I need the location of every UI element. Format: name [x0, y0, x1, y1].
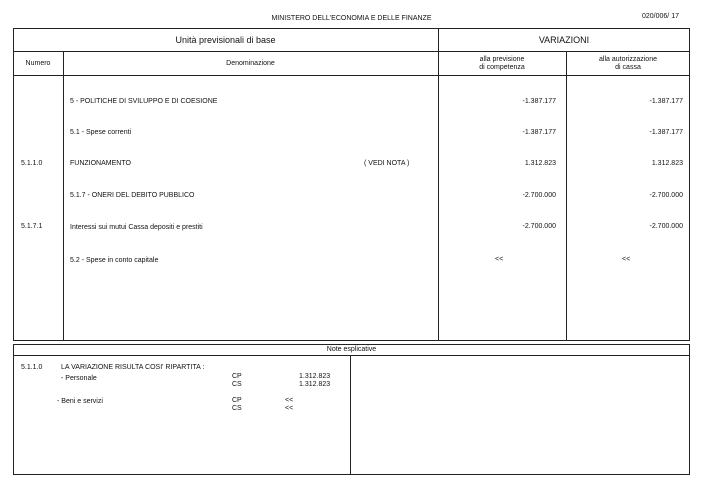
row-denominazione: Interessi sui mutui Cassa depositi e prestiti	[70, 224, 203, 231]
variations-title: VARIAZIONI	[538, 35, 590, 45]
note-cs-value: <<	[285, 405, 294, 412]
notes-title: Note esplicative	[326, 346, 377, 353]
column-header-cassa-line1: alla autorizzazione	[599, 56, 657, 63]
row-competenza: -2.700.000	[522, 192, 556, 199]
row-denominazione: FUNZIONAMENTO	[70, 160, 131, 167]
page-reference: 020/006/ 17	[642, 13, 679, 20]
row-competenza: <<	[495, 256, 504, 263]
note-cp-value: <<	[285, 397, 294, 404]
row-numero: 5.1.7.1	[21, 223, 43, 230]
column-header-denominazione: Denominazione	[226, 60, 275, 67]
row-cassa: -2.700.000	[649, 223, 683, 230]
note-heading: LA VARIAZIONE RISULTA COSI' RIPARTITA :	[61, 364, 205, 371]
row-cassa: -2.700.000	[649, 192, 683, 199]
column-header-numero: Numero	[25, 60, 51, 67]
note-item-label: - Personale	[61, 375, 97, 382]
note-numero: 5.1.1.0	[21, 364, 43, 371]
row-denominazione: 5.1.7 - ONERI DEL DEBITO PUBBLICO	[70, 192, 195, 199]
row-denominazione: 5.1 - Spese correnti	[70, 129, 132, 136]
note-cs-value: 1.312.823	[299, 381, 331, 388]
column-header-competenza-line1: alla previsione	[479, 56, 525, 63]
note-cp-label: CP	[232, 397, 242, 404]
column-header-cassa-line2: di cassa	[615, 64, 641, 71]
row-competenza: 1.312.823	[524, 160, 556, 167]
note-cp-value: 1.312.823	[299, 373, 331, 380]
row-competenza: -1.387.177	[522, 98, 556, 105]
row-cassa: -1.387.177	[649, 98, 683, 105]
row-numero: 5.1.1.0	[21, 160, 43, 167]
row-denominazione: 5.2 - Spese in conto capitale	[70, 257, 159, 264]
row-note-reference: ( VEDI NOTA )	[364, 160, 410, 167]
note-item-label: - Beni e servizi	[57, 398, 103, 405]
row-denominazione: 5 - POLITICHE DI SVILUPPO E DI COESIONE	[70, 98, 218, 105]
row-competenza: -2.700.000	[522, 223, 556, 230]
row-competenza: -1.387.177	[522, 129, 556, 136]
note-cp-label: CP	[232, 373, 242, 380]
row-cassa: 1.312.823	[651, 160, 683, 167]
column-header-competenza-line2: di competenza	[479, 64, 525, 71]
group-title: Unità previsionali di base	[175, 35, 276, 45]
note-cs-label: CS	[232, 381, 242, 388]
ministry-title: MINISTERO DELL'ECONOMIA E DELLE FINANZE	[271, 15, 432, 22]
note-cs-label: CS	[232, 405, 242, 412]
row-cassa: -1.387.177	[649, 129, 683, 136]
row-cassa: <<	[622, 256, 631, 263]
